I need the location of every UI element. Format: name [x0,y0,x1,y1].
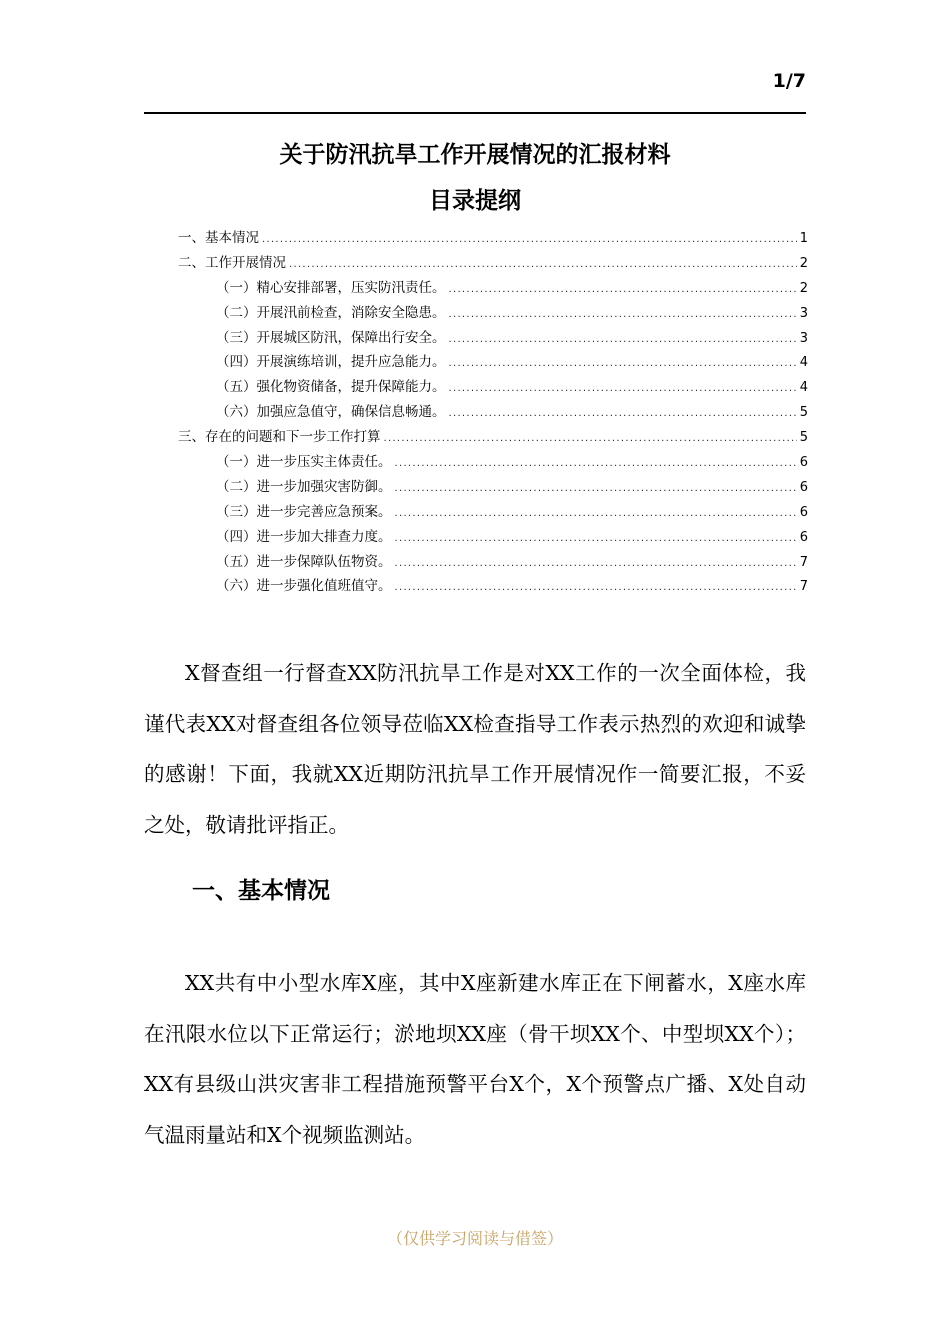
toc-entry[interactable] [178,525,808,550]
toc-entry-page: 6 [799,455,808,471]
toc-leader-dots [395,527,797,552]
page-number: 1/7 [772,70,806,92]
toc-leader-dots [395,502,797,527]
toc-entry-page: 5 [799,405,808,421]
toc-entry-page: 2 [799,280,808,296]
intro-paragraph: X督查组一行督查XX防汛抗旱工作是对XX工作的一次全面体检，我谨代表XX对督查组各位领导莅临XX检查指导工作表示热烈的欢迎和诚挚的感谢！下面，我就XX近期防汛抗旱工作开展情况作一简要汇报，不妥之处，敬请批评指正。 [144,661,806,837]
toc-entry[interactable] [178,276,808,301]
toc-entry[interactable] [178,251,808,276]
basic-info-paragraph: XX共有中小型水库X座，其中X座新建水库正在下闸蓄水，X座水库在汛限水位以下正常运行；淤地坝XX座（骨干坝XX个、中型坝XX个）；XX有县级山洪灾害非工程措施预警平台X个，X个预警点广播、X处自动气温雨量站和X个视频监测站。 [144,971,806,1147]
toc-entry-page: 4 [799,355,808,371]
toc-leader-dots [395,576,797,601]
toc-leader-dots [395,452,797,477]
toc-entry[interactable] [178,326,808,351]
header-divider [144,112,806,114]
toc-leader-dots [262,228,797,253]
toc-leader-dots [395,552,797,577]
toc-entry[interactable] [178,375,808,400]
toc-entry-label: 一、基本情况 [178,230,259,246]
toc-entry-label: （六）进一步强化值班值守。 [216,578,392,595]
toc-entry-label: （一）精心安排部署，压实防汛责任。 [216,279,446,296]
toc-entry-label: （二）进一步加强灾害防御。 [216,478,392,495]
toc-entry[interactable] [178,475,808,500]
toc-entry-label: （四）开展演练培训，提升应急能力。 [216,354,446,371]
toc-entry[interactable] [178,226,808,251]
toc-entry-page: 1 [799,231,808,246]
toc-leader-dots [449,328,797,353]
toc-entry-label: （三）进一步完善应急预案。 [216,503,392,520]
toc-entry-page: 5 [799,430,808,446]
toc-entry-label: 三、存在的问题和下一步工作打算 [178,429,381,446]
toc-entry-page: 2 [799,255,808,271]
toc-entry-page: 6 [799,479,808,495]
toc-entry-page: 3 [799,305,808,321]
toc-leader-dots [449,402,797,427]
toc-entry-page: 7 [799,579,808,595]
toc-entry-label: （四）进一步加大排查力度。 [216,528,392,545]
toc-entry[interactable] [178,550,808,575]
toc-entry-label: （五）进一步保障队伍物资。 [216,553,392,570]
toc-entry-page: 6 [799,504,808,520]
table-of-contents [178,226,808,599]
toc-heading: 目录提纲 [429,188,521,214]
toc-entry-page: 4 [799,380,808,396]
document-title: 关于防汛抗旱工作开展情况的汇报材料 [279,142,671,168]
toc-entry[interactable] [178,400,808,425]
toc-entry-page: 6 [799,529,808,545]
toc-entry-label: （三）开展城区防汛，保障出行安全。 [216,329,446,346]
toc-entry-label: （一）进一步压实主体责任。 [216,454,392,471]
toc-entry-label: （六）加强应急值守，确保信息畅通。 [216,404,446,421]
toc-leader-dots [384,427,797,452]
section-heading-basic-info: 一、基本情况 [192,878,330,904]
toc-leader-dots [395,477,797,502]
toc-entry-label: 二、工作开展情况 [178,254,286,271]
toc-leader-dots [449,278,797,303]
footer-note: （仅供学习阅读与借签） [386,1229,563,1248]
toc-entry[interactable] [178,500,808,525]
toc-entry[interactable] [178,450,808,475]
toc-entry[interactable] [178,350,808,375]
toc-entry-page: 3 [799,330,808,346]
toc-leader-dots [449,377,797,402]
toc-entry-label: （五）强化物资储备，提升保障能力。 [216,379,446,396]
toc-leader-dots [449,303,797,328]
toc-entry-label: （二）开展汛前检查，消除安全隐患。 [216,304,446,321]
toc-leader-dots [289,253,797,278]
toc-entry[interactable] [178,301,808,326]
toc-leader-dots [449,352,797,377]
toc-entry-page: 7 [799,554,808,570]
toc-entry[interactable] [178,425,808,450]
toc-entry[interactable] [178,574,808,599]
